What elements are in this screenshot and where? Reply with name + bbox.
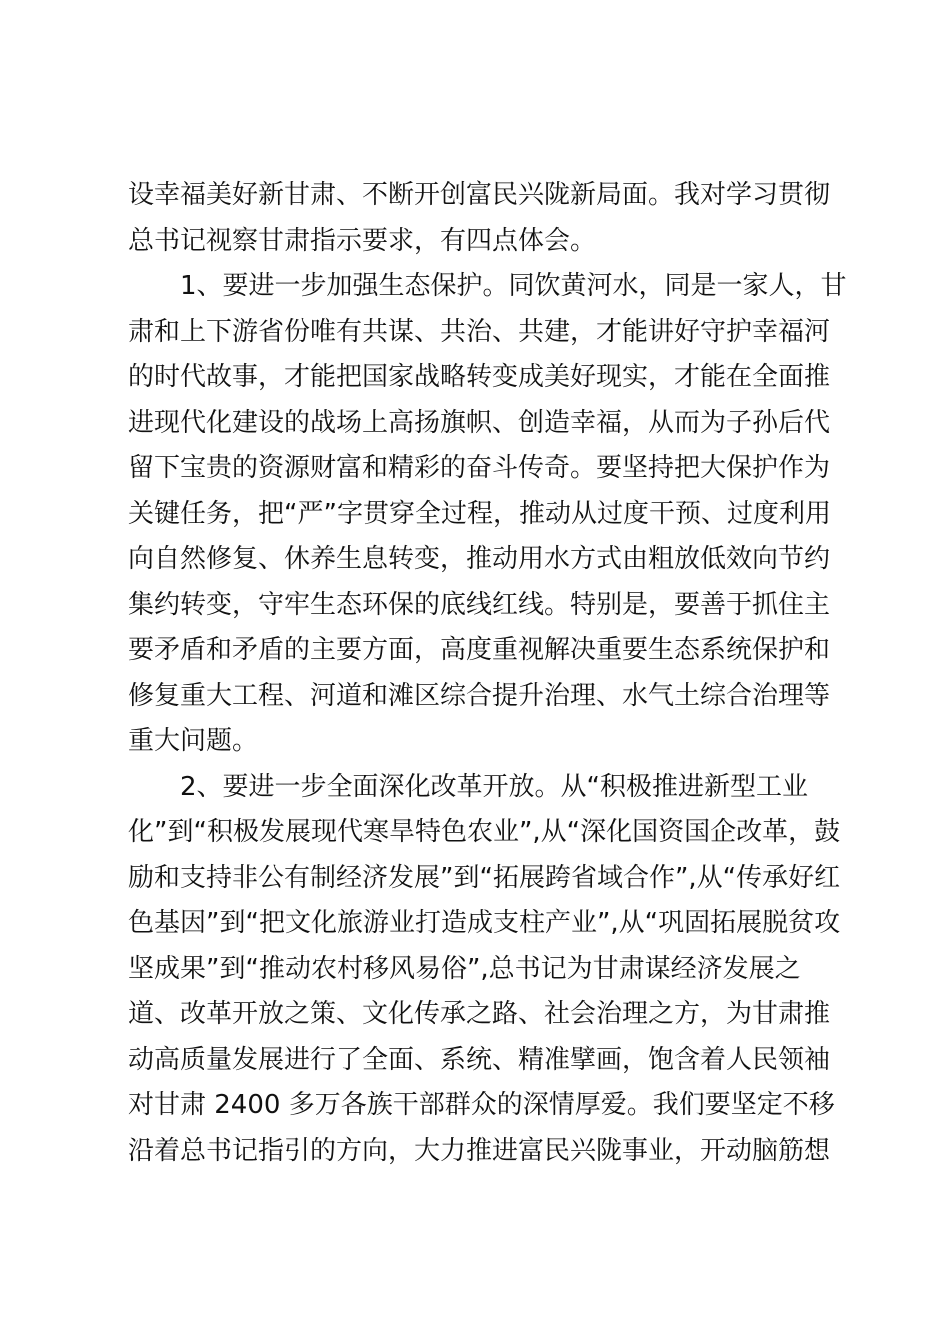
paragraph-1-start: 1、要进一步加强生态保护。同饮黄河水，同是一家人，甘 bbox=[180, 271, 847, 301]
text-line: 的时代故事，才能把国家战略转变成美好现实，才能在全面推 bbox=[128, 362, 831, 392]
text-line: 重大问题。 bbox=[128, 726, 259, 756]
text-line: 设幸福美好新甘肃、不断开创富民兴陇新局面。我对学习贯彻 bbox=[128, 180, 831, 210]
text-line: 坚成果”到“推动农村移风易俗”,总书记为甘肃谋经济发展之 bbox=[128, 953, 801, 984]
text-line: 道、改革开放之策、文化传承之路、社会治理之方，为甘肃推 bbox=[128, 999, 831, 1029]
text-line: 励和支持非公有制经济发展”到“拓展跨省域合作”,从“传承好红 bbox=[128, 862, 841, 893]
text-line: 化”到“积极发展现代寒旱特色农业”,从“深化国资国企改革，鼓 bbox=[128, 817, 841, 847]
text-line: 对甘肃 2400 多万各族干部群众的深情厚爱。我们要坚定不移 bbox=[128, 1090, 835, 1120]
text-line: 关键任务，把“严”字贯穿全过程，推动从过度干预、过度利用 bbox=[128, 498, 831, 529]
paragraph-2-start: 2、要进一步全面深化改革开放。从“积极推进新型工业 bbox=[180, 771, 809, 802]
text-line: 向自然修复、休养生息转变，推动用水方式由粗放低效向节约 bbox=[128, 544, 831, 574]
body-text bbox=[128, 173, 847, 1174]
text-line: 肃和上下游省份唯有共谋、共治、共建，才能讲好守护幸福河 bbox=[128, 316, 831, 347]
text-line: 总书记视察甘肃指示要求，有四点体会。 bbox=[128, 225, 597, 256]
text-line: 沿着总书记指引的方向，大力推进富民兴陇事业，开动脑筋想 bbox=[128, 1135, 831, 1166]
text-line: 集约转变，守牢生态环保的底线红线。特别是，要善于抓住主 bbox=[128, 589, 831, 620]
text-line: 动高质量发展进行了全面、系统、精准擘画，饱含着人民领袖 bbox=[128, 1044, 831, 1075]
text-line: 要矛盾和矛盾的主要方面，高度重视解决重要生态系统保护和 bbox=[128, 635, 831, 665]
text-line: 色基因”到“把文化旅游业打造成支柱产业”,从“巩固拓展脱贫攻 bbox=[128, 908, 841, 938]
text-line: 修复重大工程、河道和滩区综合提升治理、水气土综合治理等 bbox=[128, 680, 831, 711]
text-line: 进现代化建设的战场上高扬旗帜、创造幸福，从而为子孙后代 bbox=[128, 407, 831, 438]
text-line: 留下宝贵的资源财富和精彩的奋斗传奇。要坚持把大保护作为 bbox=[128, 453, 831, 483]
